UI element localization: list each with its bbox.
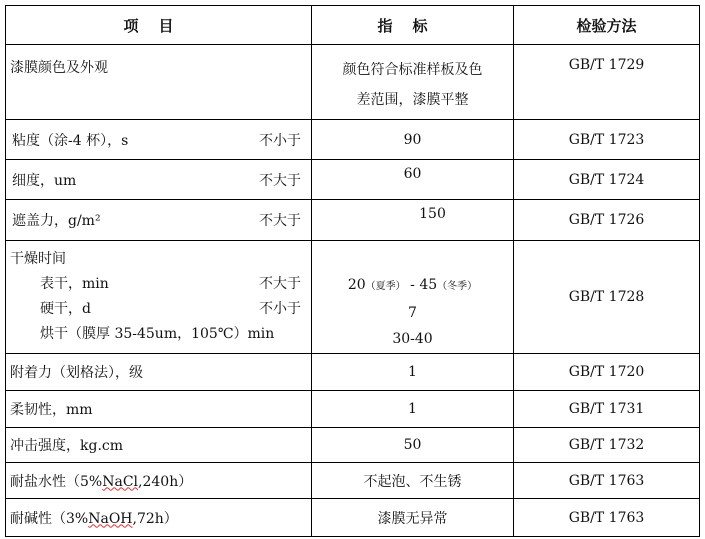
header-row — [6, 6, 700, 45]
row-limit: 不大于 — [259, 213, 301, 229]
chem-formula: NaOH — [88, 510, 133, 527]
drying-hard-spec: 7 — [408, 305, 417, 321]
drying-method: GB/T 1728 — [514, 241, 700, 354]
table-row — [6, 391, 700, 428]
row-method: GB/T 1723 — [514, 120, 700, 160]
row-spec: 不起泡、不生锈 — [312, 463, 514, 499]
table-row — [6, 160, 700, 200]
header-item: 项目 — [6, 6, 312, 45]
drying-bake-spec: 30-40 — [392, 331, 433, 347]
row-spec: 50 — [312, 428, 514, 463]
table-row — [6, 499, 700, 537]
spec-line: 颜色符合标准样板及色 — [342, 62, 483, 78]
table-row-drying — [6, 241, 700, 354]
drying-name-cell — [6, 241, 312, 354]
row-method: GB/T 1763 — [514, 499, 700, 537]
row-method: GB/T 1724 — [514, 160, 700, 200]
header-spec: 指标 — [312, 6, 514, 45]
row-name: 附着力（划格法），级 — [6, 354, 312, 391]
row-spec: 90 — [312, 120, 514, 160]
table-row — [6, 354, 700, 391]
row-spec: 1 — [312, 391, 514, 428]
row-name-text: 细度，um — [12, 172, 77, 189]
row-spec: 150 — [312, 200, 514, 241]
row-name: 耐盐水性（5%NaCl,240h） — [6, 463, 312, 499]
table-row — [6, 428, 700, 463]
row-name — [6, 200, 312, 241]
row-name — [6, 120, 312, 160]
row-method: GB/T 1726 — [514, 200, 700, 241]
table-row — [6, 200, 700, 241]
drying-hard: 硬干，d 不小于 — [40, 301, 301, 317]
row-name: 柔韧性，mm — [6, 391, 312, 428]
spec-table — [5, 5, 700, 537]
row-name-text: 遮盖力，g/m² — [12, 213, 101, 229]
row-limit: 不小于 — [259, 132, 301, 149]
table-row — [6, 45, 700, 120]
drying-spec-cell — [312, 241, 514, 354]
row-name — [6, 45, 312, 120]
row-limit: 不大于 — [259, 172, 301, 189]
row-method: GB/T 1763 — [514, 463, 700, 499]
row-method: GB/T 1732 — [514, 428, 700, 463]
row-name — [6, 160, 312, 200]
row-spec: 60 — [312, 160, 514, 200]
row-spec: 漆膜无异常 — [312, 499, 514, 537]
row-method: GB/T 1731 — [514, 391, 700, 428]
table-row — [6, 463, 700, 499]
row-method: GB/T 1720 — [514, 354, 700, 391]
table-row — [6, 120, 700, 160]
row-spec: 1 — [312, 354, 514, 391]
row-name: 冲击强度，kg.cm — [6, 428, 312, 463]
row-name: 耐碱性（3%NaOH,72h） — [6, 499, 312, 537]
row-name-text: 漆膜颜色及外观 — [10, 60, 108, 76]
drying-surface: 表干，min 不大于 — [40, 276, 301, 292]
row-method: GB/T 1729 — [514, 45, 700, 120]
header-method: 检验方法 — [514, 6, 700, 45]
drying-title: 干燥时间 — [10, 251, 66, 267]
row-spec — [312, 45, 514, 120]
drying-surface-spec: 20（夏季） - 45（冬季） — [347, 277, 478, 293]
spec-table-container — [5, 5, 699, 534]
chem-formula: NaCl — [102, 473, 139, 490]
row-name-text: 粘度（涂-4 杯），s — [12, 132, 129, 149]
drying-bake: 烘干（膜厚 35-45um，105℃）min — [40, 326, 275, 342]
spec-line: 差范围，漆膜平整 — [356, 92, 469, 108]
